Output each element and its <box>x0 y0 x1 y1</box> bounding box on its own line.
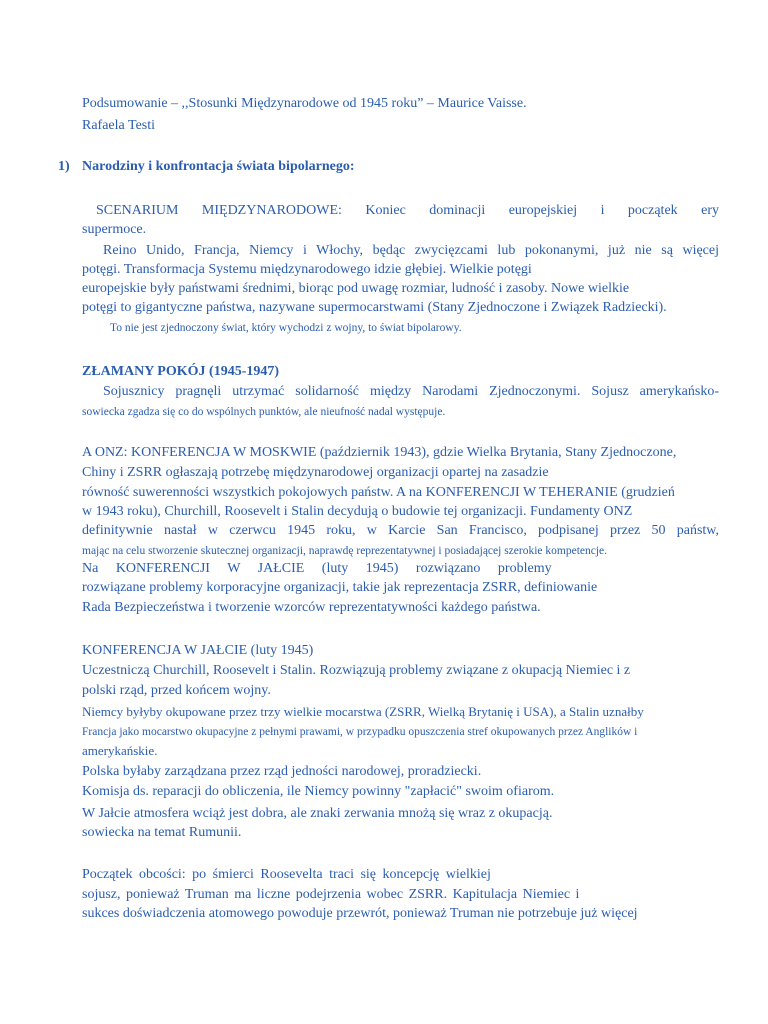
paragraph-line: równość suwerenności wszystkich pokojowych państw. A na KONFERENCJI W TEHERANIE (grudzień <box>82 485 675 500</box>
document-title: Podsumowanie – ,,Stosunki Międzynarodowe od 1945 roku” – Maurice Vaisse. <box>82 96 527 111</box>
paragraph-line: definitywnie nastał w czerwcu 1945 roku, w Karcie San Francisco, podpisanej przez 50 państw, <box>82 523 719 538</box>
paragraph-line: sowiecka na temat Rumunii. <box>82 825 242 840</box>
section-heading: ZŁAMANY POKÓJ (1945-1947) <box>82 364 280 379</box>
paragraph-line: Uczestniczą Churchill, Roosevelt i Stalin. Rozwiązują problemy związane z okupacją Niemiec i z <box>82 663 631 678</box>
paragraph-line: Na KONFERENCJI W JAŁCIE (luty 1945) rozwiązano problemy <box>82 561 552 576</box>
paragraph-line: supermoce. <box>82 222 147 237</box>
paragraph-line: rozwiązane problemy korporacyjne organizacji, takie jak reprezentacja ZSRR, definiowanie <box>82 580 598 595</box>
paragraph-line: Początek obcości: po śmierci Roosevelta traci się koncepcję wielkiej <box>82 867 491 882</box>
section-heading: KONFERENCJA W JAŁCIE (luty 1945) <box>82 643 314 658</box>
section-number: 1) <box>58 159 70 174</box>
paragraph-line: amerykańskie. <box>82 743 158 758</box>
paragraph-line: sukces doświadczenia atomowego powoduje przewrót, ponieważ Truman nie potrzebuje już więcej <box>82 906 638 921</box>
paragraph-line: potęgi. Transformacja Systemu międzynarodowego idzie głębiej. Wielkie potęgi <box>82 262 532 277</box>
paragraph-line: Reino Unido, Francja, Niemcy i Włochy, będąc zwycięzcami lub pokonanymi, już nie są więcej <box>103 243 719 258</box>
paragraph-line: mając na celu stworzenie skutecznej organizacji, naprawdę reprezentatywnej i posiadającej szerokie kompetencje. <box>82 545 608 557</box>
paragraph-line: Rada Bezpieczeństwa i tworzenie wzorców reprezentatywności każdego państwa. <box>82 600 541 615</box>
paragraph-line: w 1943 roku), Churchill, Roosevelt i Stalin decydują o budowie tej organizacji. Fundamenty ONZ <box>82 504 633 519</box>
paragraph-line: Francja jako mocarstwo okupacyjne z pełnymi prawami, w przypadku opuszczenia stref okupowanych przez Anglików i <box>82 726 638 738</box>
paragraph-line: Komisja ds. reparacji do obliczenia, ile Niemcy powinny "zapłacić" swoim ofiarom. <box>82 784 555 799</box>
paragraph-line: sojusz, ponieważ Truman ma liczne podejrzenia wobec ZSRR. Kapitulacja Niemiec i <box>82 887 580 902</box>
paragraph-line: W Jałcie atmosfera wciąż jest dobra, ale znaki zerwania mnożą się wraz z okupacją. <box>82 806 553 821</box>
document-author: Rafaela Testi <box>82 118 156 133</box>
paragraph-line: Polska byłaby zarządzana przez rząd jedności narodowej, proradziecki. <box>82 764 482 779</box>
section-heading: Narodziny i konfrontacja świata bipolarnego: <box>82 159 355 174</box>
paragraph-line: Niemcy byłyby okupowane przez trzy wielkie mocarstwa (ZSRR, Wielką Brytanię i USA), a Stalin uznałby <box>82 704 644 719</box>
paragraph-line: SCENARIUM MIĘDZYNARODOWE: Koniec dominacji europejskiej i początek ery <box>96 203 719 218</box>
paragraph-line: Chiny i ZSRR ogłaszają potrzebę międzynarodowej organizacji opartej na zasadzie <box>82 465 549 480</box>
paragraph-line: A ONZ: KONFERENCJA W MOSKWIE (październik 1943), gdzie Wielka Brytania, Stany Zjednoczone, <box>82 445 677 460</box>
paragraph-line: polski rząd, przed końcem wojny. <box>82 683 271 698</box>
paragraph-line: Sojusznicy pragnęli utrzymać solidarność między Narodami Zjednoczonymi. Sojusz amerykańsko- <box>103 384 719 399</box>
paragraph-line: To nie jest zjednoczony świat, który wychodzi z wojny, to świat bipolarowy. <box>110 322 462 334</box>
paragraph-line: sowiecka zgadza się co do wspólnych punktów, ale nieufność nadal występuje. <box>82 406 446 418</box>
paragraph-line: europejskie były państwami średnimi, biorąc pod uwagę rozmiar, ludność i zasoby. Nowe wielkie <box>82 281 630 296</box>
paragraph-line: potęgi to gigantyczne państwa, nazywane supermocarstwami (Stany Zjednoczone i Związek Radziecki). <box>82 300 667 315</box>
